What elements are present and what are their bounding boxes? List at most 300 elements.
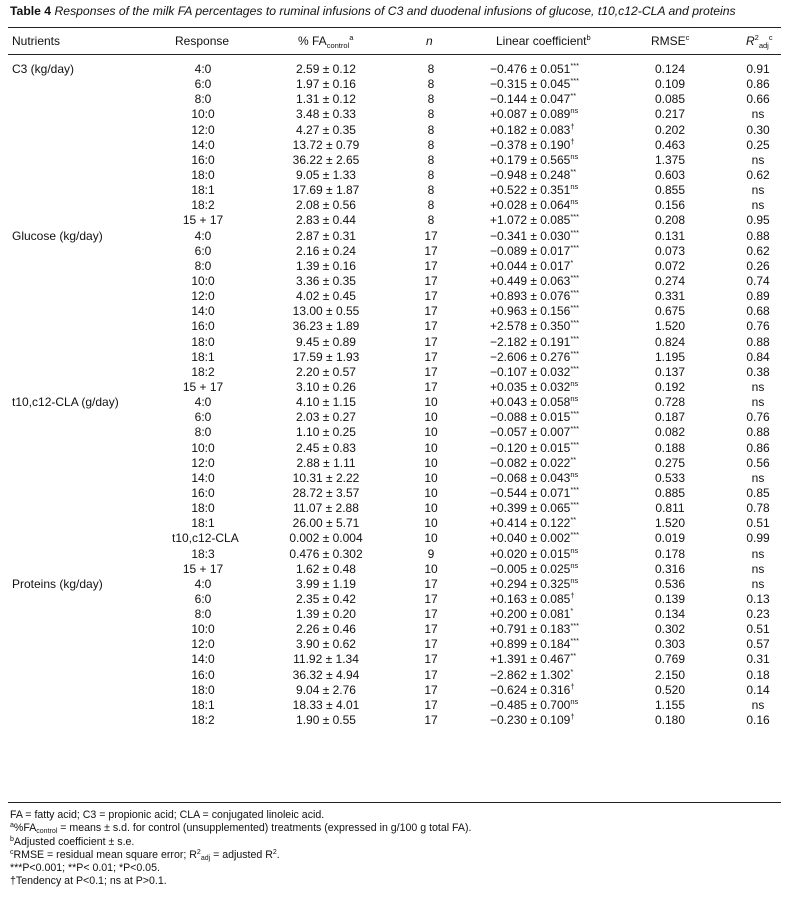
- n-cell: 8: [427, 92, 435, 107]
- r2-adj-cell: ns: [751, 561, 765, 576]
- fa-control-cell: 9.04 ± 2.76: [296, 682, 356, 697]
- table-row: [0, 531, 789, 546]
- response-cell: 10:0: [191, 440, 215, 455]
- fa-control-cell: 2.59 ± 0.12: [296, 62, 356, 76]
- linear-coefficient-cell: [490, 637, 579, 652]
- linear-coefficient-cell: [490, 123, 575, 138]
- significance-mark: ***: [570, 272, 580, 282]
- table-row: [0, 380, 789, 395]
- significance-mark: ***: [570, 303, 580, 313]
- coefficient-value: +0.893 ± 0.076: [490, 289, 571, 304]
- significance-mark: †: [570, 681, 575, 691]
- significance-mark: ***: [570, 288, 580, 298]
- significance-mark: ***: [570, 439, 580, 449]
- fa-control-cell: 2.16 ± 0.24: [296, 243, 356, 258]
- footnote-c: $^c$RMSE = residual mean square error; $R^2_{adj}$ = adjusted $R^2$.: [10, 848, 280, 862]
- fa-control-cell: 13.72 ± 0.79: [292, 137, 360, 152]
- fa-control-cell: 3.48 ± 0.33: [296, 107, 356, 122]
- response-cell: 12:0: [191, 122, 215, 137]
- fa-control-cell: 2.35 ± 0.42: [296, 591, 356, 606]
- rmse-cell: 0.885: [654, 485, 686, 500]
- header-rule: [8, 54, 781, 55]
- significance-mark: ns: [570, 378, 579, 388]
- fa-control-cell: 1.39 ± 0.20: [296, 607, 356, 622]
- table-row: [0, 289, 789, 304]
- rmse-cell: 1.155: [654, 697, 686, 712]
- rmse-cell: 0.085: [654, 92, 686, 107]
- r2-adj-cell: 0.89: [746, 289, 770, 304]
- coefficient-value: −2.182 ± 0.191: [490, 334, 571, 349]
- coefficient-value: −0.948 ± 0.248: [490, 167, 571, 182]
- response-cell: 16:0: [191, 152, 215, 167]
- rmse-cell: 0.208: [654, 213, 686, 228]
- response-cell: 10:0: [191, 107, 215, 122]
- r2-adj-cell: 0.88: [746, 334, 770, 349]
- rmse-cell: 0.811: [655, 501, 685, 516]
- header-response: Response: [175, 34, 230, 48]
- linear-coefficient-cell: [490, 562, 578, 577]
- linear-coefficient-cell: [490, 501, 579, 516]
- response-cell: 10:0: [191, 273, 215, 288]
- table-row: [0, 441, 789, 456]
- fa-control-cell: 2.20 ± 0.57: [296, 364, 356, 379]
- fa-control-cell: 10.31 ± 2.22: [292, 470, 360, 485]
- significance-mark: **: [570, 91, 577, 101]
- footnote-abbreviations: FA = fatty acid; C3 = propionic acid; CLA = conjugated linoleic acid.: [10, 809, 325, 821]
- table-row: [0, 304, 789, 319]
- coefficient-value: +0.182 ± 0.083: [490, 122, 571, 137]
- linear-coefficient-cell: [490, 622, 579, 637]
- coefficient-value: +0.414 ± 0.122: [490, 516, 571, 531]
- table-row: [0, 92, 789, 107]
- n-cell: 17: [424, 637, 438, 652]
- coefficient-value: −0.068 ± 0.043: [490, 470, 571, 485]
- significance-mark: ***: [570, 363, 580, 373]
- fa-control-cell: 2.03 ± 0.27: [296, 410, 356, 425]
- table-row: [0, 471, 789, 486]
- n-cell: 17: [424, 319, 438, 334]
- rmse-cell: 0.463: [654, 137, 686, 152]
- rmse-cell: 0.316: [654, 561, 686, 576]
- r2-adj-cell: ns: [751, 470, 765, 485]
- response-cell: 8:0: [194, 607, 212, 622]
- r2-adj-cell: 0.84: [746, 349, 770, 364]
- fa-control-cell: 28.72 ± 3.57: [292, 485, 360, 500]
- bottom-rule: [8, 802, 781, 803]
- n-cell: 17: [424, 289, 438, 304]
- significance-mark: ns: [570, 106, 579, 116]
- rmse-cell: 0.217: [654, 107, 686, 122]
- coefficient-value: +0.043 ± 0.058: [490, 395, 571, 410]
- rmse-cell: 0.536: [654, 576, 686, 591]
- table-row: [0, 501, 789, 516]
- table-row: [0, 107, 789, 122]
- significance-mark: ***: [570, 76, 580, 86]
- linear-coefficient-cell: [490, 244, 579, 259]
- fa-control-cell: 2.88 ± 1.11: [296, 455, 356, 470]
- table-row: [0, 123, 789, 138]
- linear-coefficient-cell: [490, 380, 578, 395]
- significance-mark: ns: [570, 575, 579, 585]
- response-cell: 12:0: [191, 637, 215, 652]
- table-row: [0, 425, 789, 440]
- fa-control-cell: 9.45 ± 0.89: [296, 334, 356, 349]
- r2-adj-cell: 0.88: [746, 425, 770, 440]
- n-cell: 17: [424, 697, 438, 712]
- coefficient-value: +0.899 ± 0.184: [490, 637, 571, 652]
- n-cell: 10: [424, 561, 438, 576]
- linear-coefficient-cell: [490, 683, 575, 698]
- table-row: [0, 698, 789, 713]
- coefficient-value: +2.578 ± 0.350: [490, 319, 571, 334]
- coefficient-value: −0.485 ± 0.700: [490, 697, 571, 712]
- fa-control-cell: 1.97 ± 0.16: [296, 77, 356, 92]
- n-cell: 10: [424, 455, 438, 470]
- fa-control-cell: 2.26 ± 0.46: [296, 622, 356, 637]
- fa-control-cell: 1.90 ± 0.55: [296, 713, 356, 728]
- table-title: Responses of the milk FA percentages to ruminal infusions of C3 and duodenal infusions of glucose, t10,c12-CLA and proteins: [54, 4, 736, 18]
- table-row: [0, 229, 789, 244]
- response-cell: 16:0: [191, 667, 215, 682]
- significance-mark: *: [570, 606, 574, 616]
- header-rmse: RMSE$^c$: [651, 33, 690, 48]
- rmse-cell: 0.019: [654, 531, 686, 546]
- response-cell: 14:0: [191, 304, 215, 319]
- table-row: [0, 607, 789, 622]
- n-cell: 17: [424, 258, 438, 273]
- n-cell: 10: [424, 501, 438, 516]
- n-cell: 17: [424, 228, 438, 243]
- significance-mark: ***: [570, 500, 580, 510]
- fa-control-cell: 36.32 ± 4.94: [292, 667, 360, 682]
- fa-control-cell: 1.62 ± 0.48: [296, 561, 356, 576]
- response-cell: 18:1: [191, 183, 215, 198]
- n-cell: 10: [424, 470, 438, 485]
- linear-coefficient-cell: [490, 259, 573, 274]
- n-cell: 10: [424, 440, 438, 455]
- header-n: n: [426, 34, 433, 48]
- significance-mark: **: [570, 651, 577, 661]
- n-cell: 17: [424, 273, 438, 288]
- rmse-cell: 0.082: [654, 425, 686, 440]
- table-row: [0, 562, 789, 577]
- rmse-cell: 0.533: [654, 470, 686, 485]
- table-caption: [10, 4, 736, 18]
- linear-coefficient-cell: [490, 289, 579, 304]
- significance-mark: †: [570, 590, 575, 600]
- n-cell: 8: [427, 62, 435, 76]
- fa-control-cell: 36.23 ± 1.89: [292, 319, 360, 334]
- n-cell: 17: [424, 243, 438, 258]
- linear-coefficient-cell: [490, 319, 579, 334]
- rmse-cell: 1.375: [654, 152, 686, 167]
- table-row: [0, 637, 789, 652]
- rmse-cell: 1.520: [654, 516, 686, 531]
- r2-adj-cell: 0.99: [746, 531, 770, 546]
- fa-control-cell: 2.45 ± 0.83: [296, 440, 356, 455]
- response-cell: 18:3: [191, 546, 215, 561]
- r2-adj-cell: 0.95: [746, 213, 770, 228]
- linear-coefficient-cell: [490, 531, 579, 546]
- linear-coefficient-cell: [490, 62, 579, 77]
- fa-control-cell: 9.05 ± 1.33: [296, 167, 356, 182]
- rmse-cell: 0.073: [654, 243, 686, 258]
- linear-coefficient-cell: [490, 395, 578, 410]
- header-linear-coefficient: Linear coefficient$^b$: [496, 33, 591, 48]
- header-r2-adj: $R^2_{adj}^c$: [746, 33, 773, 50]
- n-cell: 10: [424, 410, 438, 425]
- r2-adj-cell: 0.86: [746, 77, 770, 92]
- significance-mark: ns: [570, 469, 579, 479]
- linear-coefficient-cell: [490, 168, 576, 183]
- r2-adj-cell: 0.51: [746, 622, 770, 637]
- r2-adj-cell: 0.13: [746, 591, 770, 606]
- table-row: [0, 138, 789, 153]
- n-cell: 17: [424, 622, 438, 637]
- linear-coefficient-cell: [490, 153, 578, 168]
- n-cell: 17: [424, 652, 438, 667]
- n-cell: 17: [424, 682, 438, 697]
- response-cell: 12:0: [191, 455, 215, 470]
- response-cell: 6:0: [194, 410, 212, 425]
- response-cell: 18:0: [191, 167, 215, 182]
- n-cell: 8: [427, 183, 435, 198]
- rmse-cell: 0.178: [654, 546, 686, 561]
- response-cell: 8:0: [194, 258, 212, 273]
- response-cell: 4:0: [194, 62, 212, 76]
- table-row: [0, 213, 789, 228]
- significance-mark: ***: [570, 227, 580, 237]
- table-row: [0, 683, 789, 698]
- header-fa-control: % $FA_{control}^a$: [298, 33, 354, 50]
- linear-coefficient-cell: [490, 668, 573, 683]
- response-cell: 18:2: [191, 364, 215, 379]
- r2-adj-cell: 0.76: [746, 319, 770, 334]
- n-cell: 17: [424, 349, 438, 364]
- table-row: [0, 456, 789, 471]
- coefficient-value: −0.315 ± 0.045: [490, 77, 571, 92]
- significance-mark: ***: [570, 636, 580, 646]
- rmse-cell: 0.139: [654, 591, 686, 606]
- response-cell: 6:0: [194, 77, 212, 92]
- r2-adj-cell: ns: [751, 183, 765, 198]
- response-cell: 18:2: [191, 198, 215, 213]
- table-row: [0, 577, 789, 592]
- coefficient-value: +1.391 ± 0.467: [490, 652, 571, 667]
- rmse-cell: 0.302: [654, 622, 686, 637]
- footnotes: [10, 809, 471, 889]
- response-cell: 18:1: [191, 516, 215, 531]
- r2-adj-cell: 0.18: [746, 667, 770, 682]
- response-cell: 15 + 17: [182, 213, 224, 228]
- n-cell: 17: [424, 364, 438, 379]
- significance-mark: ns: [570, 560, 579, 570]
- n-cell: 8: [427, 137, 435, 152]
- n-cell: 8: [427, 167, 435, 182]
- footnote-tendency: †Tendency at P<0.1; ns at P>0.1.: [10, 875, 167, 888]
- response-cell: 14:0: [191, 137, 215, 152]
- coefficient-value: −2.606 ± 0.276: [490, 349, 571, 364]
- significance-mark: †: [570, 136, 575, 146]
- fa-control-cell: 2.87 ± 0.31: [296, 228, 356, 243]
- r2-adj-cell: 0.23: [746, 607, 770, 622]
- n-cell: 8: [427, 152, 435, 167]
- response-cell: 18:0: [191, 334, 215, 349]
- linear-coefficient-cell: [490, 652, 576, 667]
- nutrient-label: Glucose (kg/day): [12, 228, 103, 243]
- significance-mark: †: [570, 712, 575, 722]
- n-cell: 10: [424, 531, 438, 546]
- coefficient-value: +0.035 ± 0.032: [490, 379, 571, 394]
- table-row: [0, 350, 789, 365]
- fa-control-cell: 1.31 ± 0.12: [296, 92, 356, 107]
- coefficient-value: +0.791 ± 0.183: [490, 622, 571, 637]
- table-row: [0, 62, 789, 77]
- response-cell: 14:0: [191, 652, 215, 667]
- coefficient-value: +0.020 ± 0.015: [490, 546, 571, 561]
- linear-coefficient-cell: [490, 183, 578, 198]
- coefficient-value: −0.378 ± 0.190: [490, 137, 571, 152]
- linear-coefficient-cell: [490, 713, 575, 728]
- significance-mark: **: [570, 515, 577, 525]
- fa-control-cell: 11.92 ± 1.34: [293, 652, 359, 667]
- response-cell: 12:0: [191, 289, 215, 304]
- fa-control-cell: 1.10 ± 0.25: [296, 425, 356, 440]
- linear-coefficient-cell: [490, 350, 579, 365]
- linear-coefficient-cell: [490, 698, 578, 713]
- n-cell: 8: [427, 198, 435, 213]
- n-cell: 10: [424, 516, 438, 531]
- significance-mark: **: [570, 166, 577, 176]
- r2-adj-cell: ns: [751, 107, 765, 122]
- n-cell: 10: [424, 485, 438, 500]
- coefficient-value: −0.544 ± 0.071: [490, 485, 571, 500]
- significance-mark: **: [570, 454, 577, 464]
- significance-mark: ns: [570, 197, 579, 207]
- fa-control-cell: 3.10 ± 0.26: [296, 379, 356, 394]
- response-cell: 8:0: [194, 92, 212, 107]
- significance-mark: ***: [570, 348, 580, 358]
- rmse-cell: 0.124: [654, 62, 686, 76]
- n-cell: 17: [424, 304, 438, 319]
- n-cell: 17: [424, 379, 438, 394]
- response-cell: 18:0: [191, 501, 215, 516]
- n-cell: 8: [427, 77, 435, 92]
- table-row: [0, 395, 789, 410]
- n-cell: 8: [427, 107, 435, 122]
- r2-adj-cell: ns: [751, 697, 765, 712]
- coefficient-value: +0.179 ± 0.565: [490, 152, 571, 167]
- rmse-cell: 0.202: [654, 122, 686, 137]
- response-cell: 8:0: [194, 425, 212, 440]
- linear-coefficient-cell: [490, 410, 579, 425]
- linear-coefficient-cell: [490, 304, 579, 319]
- coefficient-value: −0.230 ± 0.109: [490, 713, 571, 728]
- r2-adj-cell: 0.51: [746, 516, 770, 531]
- linear-coefficient-cell: [490, 77, 579, 92]
- r2-adj-cell: 0.25: [746, 137, 770, 152]
- n-cell: 17: [424, 591, 438, 606]
- rmse-cell: 0.187: [654, 410, 686, 425]
- linear-coefficient-cell: [490, 441, 579, 456]
- coefficient-value: −0.120 ± 0.015: [490, 440, 571, 455]
- rmse-cell: 0.109: [654, 77, 686, 92]
- response-cell: 15 + 17: [182, 561, 224, 576]
- response-cell: 16:0: [191, 319, 215, 334]
- rmse-cell: 0.275: [654, 455, 686, 470]
- table-row: [0, 319, 789, 334]
- n-cell: 17: [424, 576, 438, 591]
- fa-control-cell: 13.00 ± 0.55: [292, 304, 360, 319]
- footnote-a: $^a\%FA_{control}$ = means ± s.d. for control (unsupplemented) treatments (expressed in g/100 g total FA).: [10, 822, 472, 836]
- r2-adj-cell: ns: [751, 395, 765, 410]
- fa-control-cell: 3.36 ± 0.35: [296, 273, 356, 288]
- coefficient-value: +1.072 ± 0.085: [490, 213, 571, 228]
- coefficient-value: −0.341 ± 0.030: [490, 228, 571, 243]
- footnote-significance: ***P<0.001; **P< 0.01; *P<0.05.: [10, 862, 160, 875]
- response-cell: 4:0: [194, 576, 212, 591]
- coefficient-value: −0.624 ± 0.316: [490, 682, 571, 697]
- significance-mark: ***: [570, 212, 580, 222]
- table-row: [0, 652, 789, 667]
- r2-adj-cell: 0.76: [746, 410, 770, 425]
- r2-adj-cell: 0.56: [746, 455, 770, 470]
- table-row: [0, 592, 789, 607]
- table-row: [0, 547, 789, 562]
- linear-coefficient-cell: [490, 607, 573, 622]
- coefficient-value: −0.089 ± 0.017: [490, 243, 571, 258]
- n-cell: 17: [424, 667, 438, 682]
- response-cell: 18:1: [191, 349, 215, 364]
- linear-coefficient-cell: [490, 107, 578, 122]
- nutrient-label: C3 (kg/day): [12, 62, 75, 76]
- linear-coefficient-cell: [490, 425, 579, 440]
- linear-coefficient-cell: [490, 365, 579, 380]
- r2-adj-cell: 0.26: [746, 258, 770, 273]
- r2-adj-cell: 0.31: [746, 652, 770, 667]
- significance-mark: ns: [570, 151, 579, 161]
- n-cell: 8: [427, 122, 435, 137]
- nutrient-label: t10,c12-CLA (g/day): [12, 395, 119, 410]
- rmse-cell: 0.180: [654, 713, 686, 728]
- coefficient-value: +0.044 ± 0.017: [490, 258, 571, 273]
- table-row: [0, 486, 789, 501]
- fa-control-cell: 17.59 ± 1.93: [292, 349, 360, 364]
- rmse-cell: 0.855: [654, 183, 686, 198]
- significance-mark: ns: [570, 545, 579, 555]
- fa-control-cell: 2.83 ± 0.44: [296, 213, 356, 228]
- significance-mark: ***: [570, 242, 580, 252]
- table-row: [0, 335, 789, 350]
- response-cell: 18:2: [191, 713, 215, 728]
- rmse-cell: 0.156: [654, 198, 686, 213]
- significance-mark: *: [570, 257, 574, 267]
- linear-coefficient-cell: [490, 592, 575, 607]
- linear-coefficient-cell: [490, 198, 578, 213]
- rmse-cell: 0.303: [654, 637, 686, 652]
- linear-coefficient-cell: [490, 547, 578, 562]
- r2-adj-cell: ns: [751, 152, 765, 167]
- linear-coefficient-cell: [490, 471, 578, 486]
- r2-adj-cell: 0.57: [746, 637, 770, 652]
- table-row: [0, 274, 789, 289]
- significance-mark: ns: [570, 394, 579, 404]
- significance-mark: ns: [570, 696, 579, 706]
- response-cell: t10,c12-CLA: [172, 531, 239, 546]
- r2-adj-cell: 0.88: [746, 228, 770, 243]
- r2-adj-cell: 0.30: [746, 122, 770, 137]
- rmse-cell: 0.769: [654, 652, 686, 667]
